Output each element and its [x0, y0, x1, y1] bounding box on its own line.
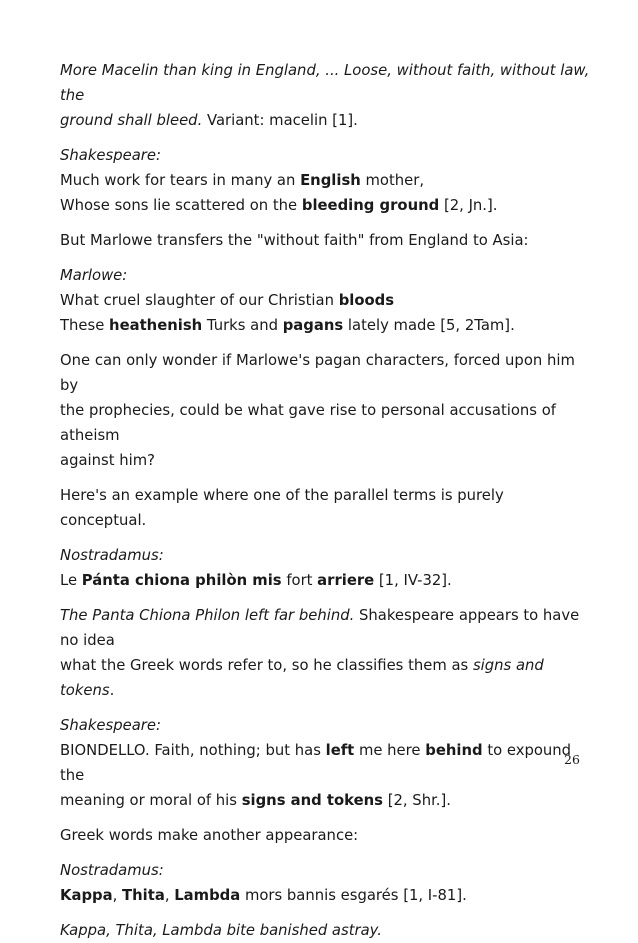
- paragraph: [60, 823, 590, 848]
- text-run: [2, Jn.].: [439, 197, 498, 214]
- text-line: [60, 168, 590, 193]
- italic-text: signs and tokens: [60, 657, 544, 699]
- paragraph: [60, 143, 590, 218]
- text-line: [60, 483, 590, 533]
- italic-text: Nostradamus:: [60, 547, 164, 564]
- text-run: lately made [5, 2Tam].: [343, 317, 515, 334]
- text-run: fort: [281, 572, 318, 589]
- text-line: [60, 603, 590, 653]
- bold-text: pagans: [282, 317, 344, 334]
- text-line: [60, 348, 590, 398]
- text-run: ,: [112, 887, 123, 904]
- text-run: against him?: [60, 452, 155, 469]
- text-line: [60, 193, 590, 218]
- italic-text: More Macelin than king in England, ... Loose, without faith, without law, the: [60, 62, 590, 104]
- text-run: me here: [354, 742, 426, 759]
- paragraph: [60, 918, 590, 943]
- text-run: Variant: macelin [1].: [202, 112, 358, 129]
- paragraph: [60, 713, 590, 813]
- text-line: [60, 883, 590, 908]
- text-line: [60, 823, 590, 848]
- bold-text: Kappa: [60, 887, 113, 904]
- text-run: Shakespeare appears to have no idea: [60, 607, 580, 649]
- bold-text: Pánta chiona philòn mis: [81, 572, 282, 589]
- text-line: [60, 263, 590, 288]
- text-line: [60, 288, 590, 313]
- bold-text: bleeding ground: [301, 197, 440, 214]
- text-run: what the Greek words refer to, so he classifies them as: [60, 657, 473, 674]
- paragraph: [60, 263, 590, 338]
- text-line: [60, 313, 590, 338]
- text-run: Much work for tears in many an: [60, 172, 301, 189]
- text-run: Le: [60, 572, 82, 589]
- text-run: One can only wonder if Marlowe's pagan characters, forced upon him by: [60, 352, 575, 394]
- text-run: to expound the: [60, 742, 572, 784]
- text-line: [60, 713, 590, 738]
- bold-text: heathenish: [109, 317, 203, 334]
- text-line: [60, 858, 590, 883]
- paragraph: [60, 58, 590, 133]
- text-run: What cruel slaughter of our Christian: [60, 292, 339, 309]
- italic-text: Shakespeare:: [60, 147, 161, 164]
- text-line: [60, 653, 590, 703]
- italic-text: The Panta Chiona Philon left far behind.: [60, 607, 355, 624]
- text-line: [60, 568, 590, 593]
- text-line: [60, 543, 590, 568]
- bold-text: arriere: [317, 572, 375, 589]
- text-line: [60, 228, 590, 253]
- text-run: Here's an example where one of the parallel terms is purely conceptual.: [60, 487, 504, 529]
- text-line: [60, 788, 590, 813]
- text-run: meaning or moral of his: [60, 792, 242, 809]
- text-line: [60, 58, 590, 108]
- text-run: ,: [164, 887, 175, 904]
- text-line: [60, 143, 590, 168]
- text-run: mother,: [360, 172, 425, 189]
- italic-text: Shakespeare:: [60, 717, 161, 734]
- text-line: [60, 108, 590, 133]
- text-run: [2, Shr.].: [383, 792, 451, 809]
- text-run: These: [60, 317, 110, 334]
- italic-text: ground shall bleed.: [60, 112, 203, 129]
- italic-text: Marlowe:: [60, 267, 128, 284]
- bold-text: Thita: [122, 887, 165, 904]
- italic-text: Nostradamus:: [60, 862, 164, 879]
- text-run: Greek words make another appearance:: [60, 827, 359, 844]
- text-run: .: [109, 682, 115, 699]
- text-run: BIONDELLO. Faith, nothing; but has: [60, 742, 326, 759]
- bold-text: signs and tokens: [241, 792, 383, 809]
- bold-text: bloods: [338, 292, 395, 309]
- page-number: 26: [564, 752, 580, 767]
- paragraph: [60, 483, 590, 533]
- text-run: Whose sons lie scattered on the: [60, 197, 302, 214]
- text-run: mors bannis esgarés [1, I-81].: [240, 887, 467, 904]
- paragraph: [60, 858, 590, 908]
- text-run: [1, IV-32].: [374, 572, 452, 589]
- text-line: [60, 738, 590, 788]
- italic-text: Kappa, Thita, Lambda bite banished astray.: [60, 922, 382, 939]
- text-run: Turks and: [202, 317, 283, 334]
- text-line: [60, 448, 590, 473]
- text-run: the prophecies, could be what gave rise to personal accusations of atheism: [60, 402, 556, 444]
- paragraph: [60, 543, 590, 593]
- text-line: [60, 398, 590, 448]
- bold-text: English: [300, 172, 361, 189]
- paragraph: [60, 228, 590, 253]
- page-body: [60, 58, 590, 943]
- bold-text: left: [325, 742, 355, 759]
- paragraph: [60, 348, 590, 473]
- bold-text: Lambda: [174, 887, 241, 904]
- text-line: [60, 918, 590, 943]
- paragraph: [60, 603, 590, 703]
- bold-text: behind: [425, 742, 483, 759]
- text-run: But Marlowe transfers the "without faith" from England to Asia:: [60, 232, 529, 249]
